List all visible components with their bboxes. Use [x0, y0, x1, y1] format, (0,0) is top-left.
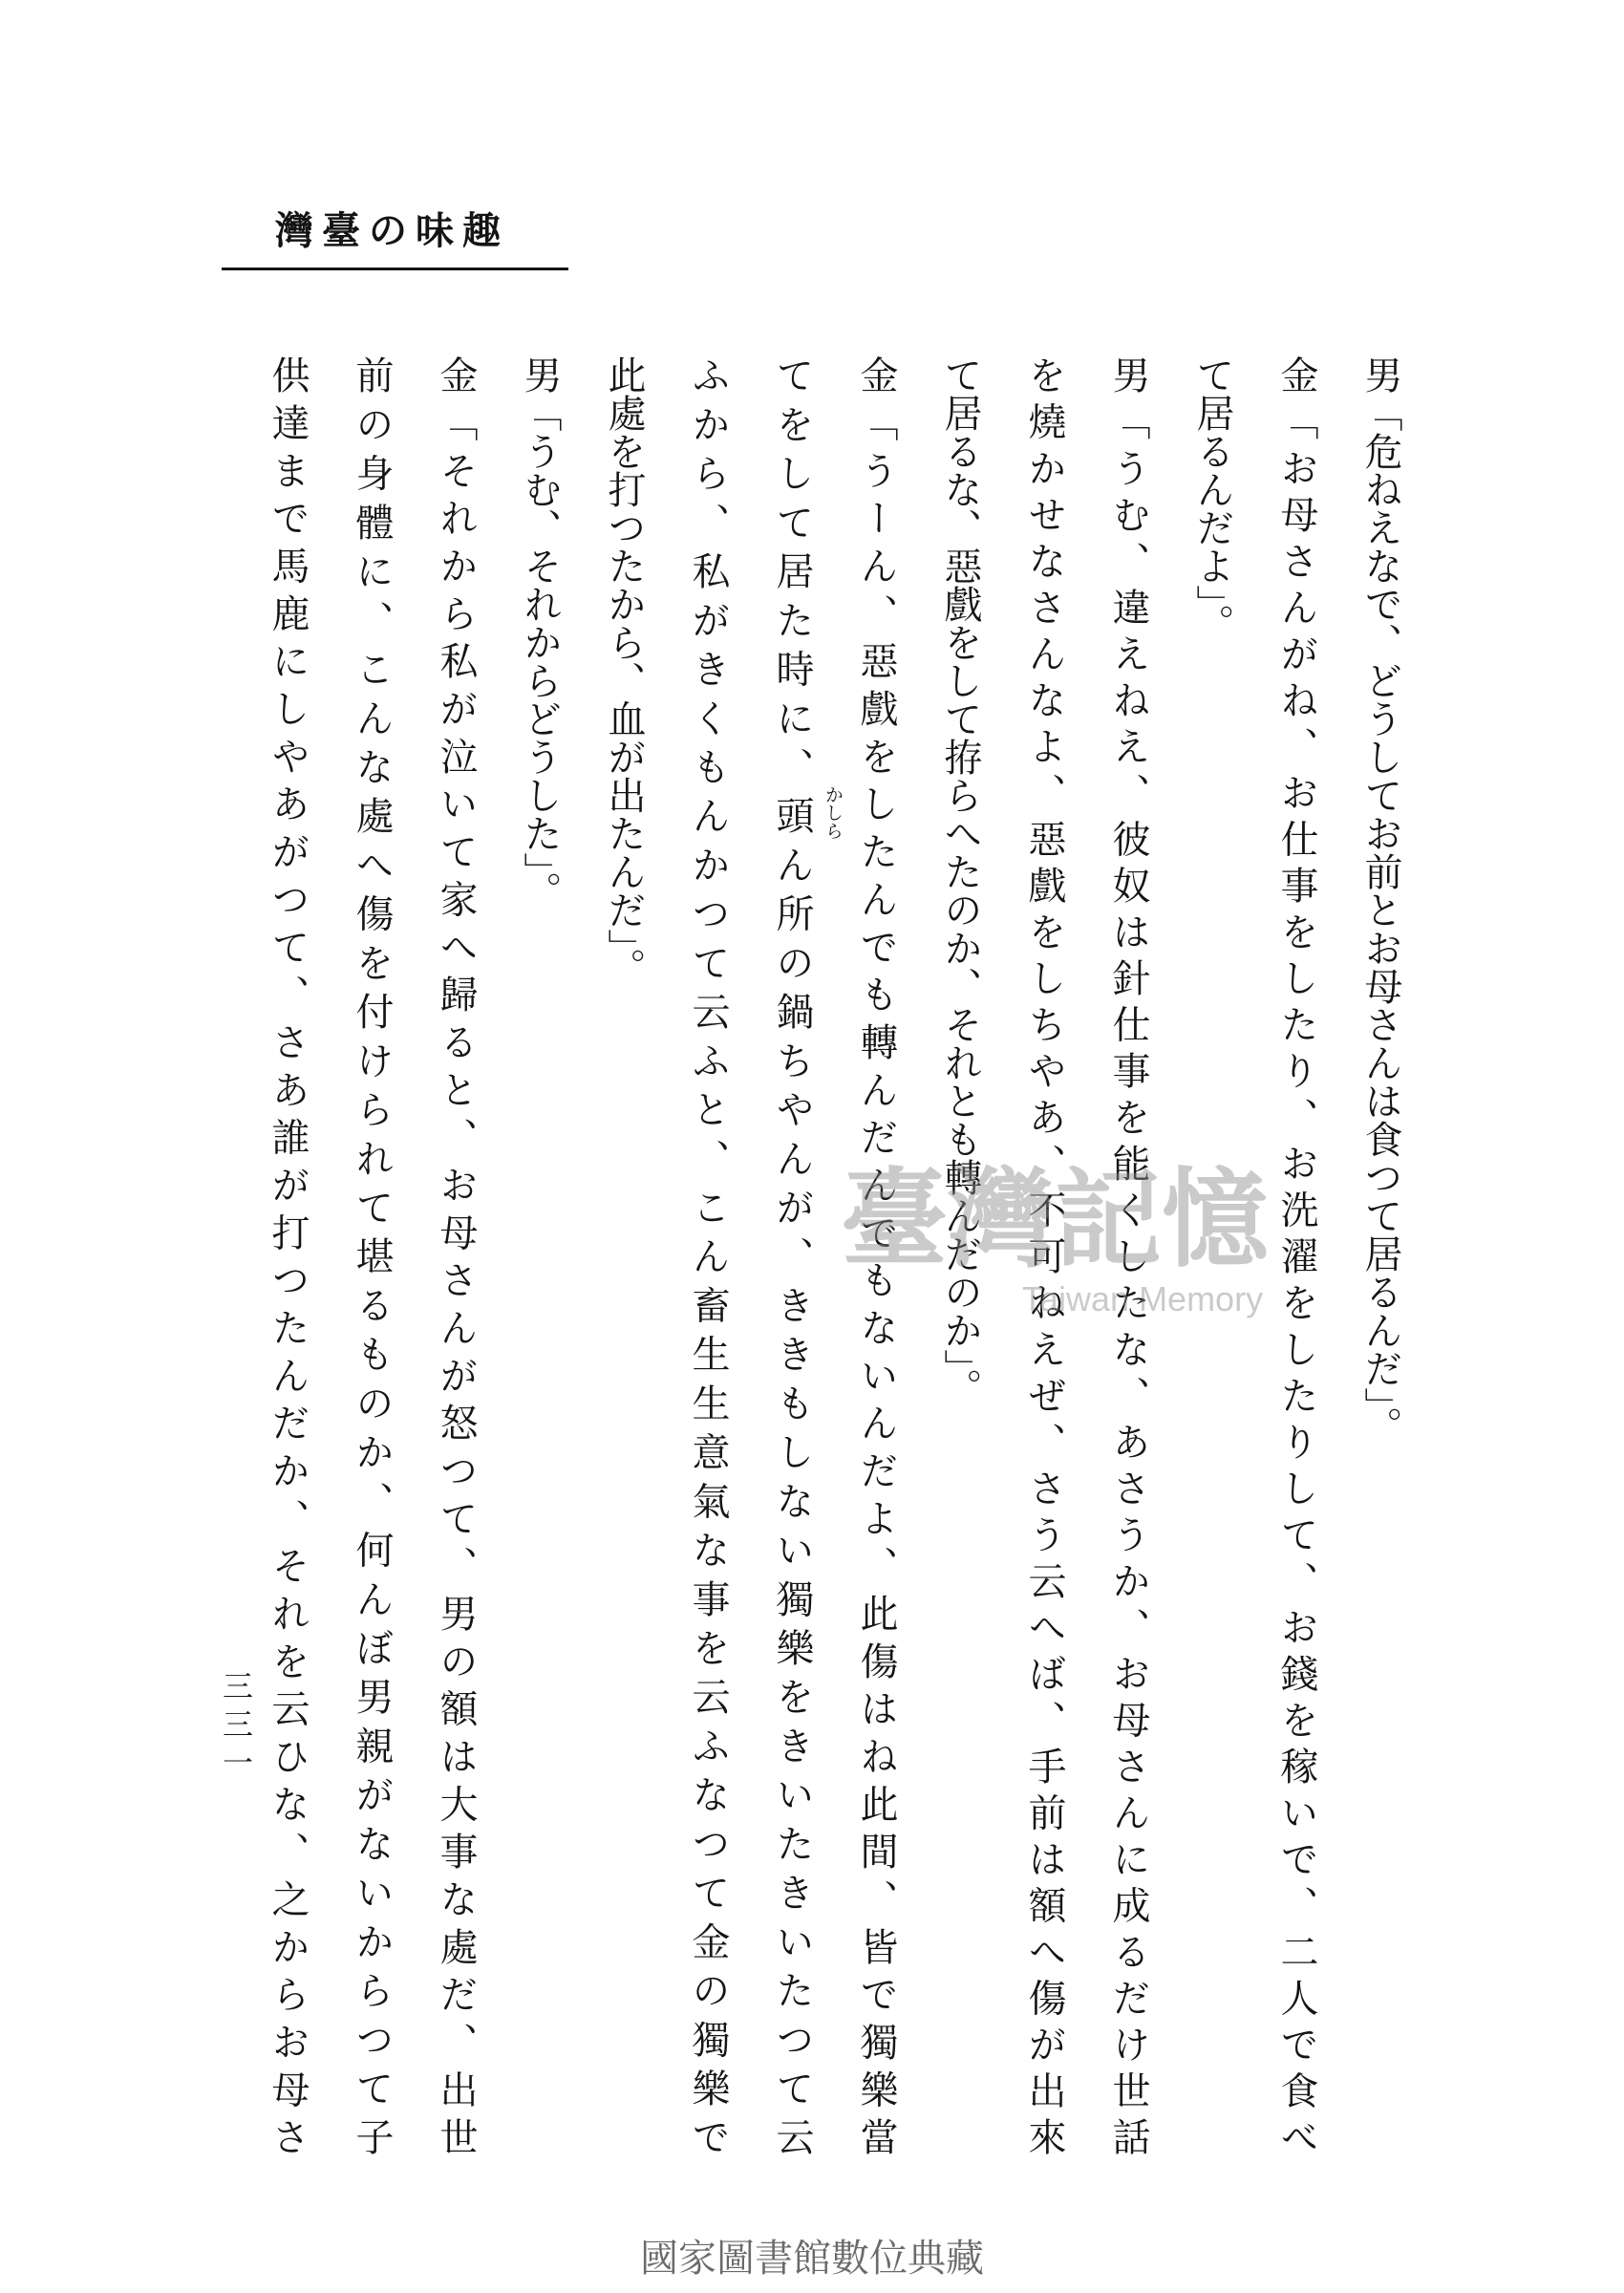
text-column-11: 男「うむ、それからどうした」。: [518, 355, 562, 910]
text-column-5: を燒かせなさんなよ、惡戲をしちやあ、不可ねえぜ、さう云へば、手前は額へ傷が出來: [1022, 355, 1066, 2155]
text-column-12: 金「それから私が泣いて家へ歸ると、お母さんが怒つて、男の額は大事な處だ、出世: [434, 355, 478, 2155]
text-column-14: 供達まで馬鹿にしやあがつて、さあ誰が打つたんだか、それを云ひな、之からお母さ: [266, 355, 310, 2155]
text-column-4: 男「うむ、違えねえ、彼奴は針仕事を能くしたな、あさうか、お母さんに成るだけ世話: [1106, 355, 1150, 2155]
text-column-1: 男「危ねえなで、どうしてお前とお母さんは食つて居るんだ」。: [1358, 355, 1402, 1445]
text-column-7: 金「うーん、惡戲をしたんでも轉んだんでもないんだよ、此傷はね此間、皆で獨樂當: [854, 355, 898, 2155]
watermark-title: 臺灣記憶: [841, 1157, 1269, 1282]
ruby-annotation: かしら: [823, 785, 844, 840]
page-number: 三三一: [218, 1670, 254, 1785]
text-column-2: 金「お母さんがね、お仕事をしたり、お洗濯をしたりして、お錢を稼いで、二人で食べ: [1274, 355, 1318, 2155]
footer-archive-label: 國家圖書館數位典藏: [640, 2237, 984, 2281]
text-column-8: てをして居た時に、頭ん所の鍋ちやんが、ききもしない獨樂をきいたきいたつて云: [770, 355, 814, 2155]
header-rule: [222, 268, 568, 270]
text-column-3: て居るんだよ」。: [1190, 355, 1234, 642]
text-column-9: ふから、私がきくもんかつて云ふと、こん畜生生意氣な事を云ふなつて金の獨樂で: [686, 355, 730, 2155]
text-column-10: 此處を打つたから、血が出たんだ」。: [602, 355, 646, 986]
running-head: [275, 208, 509, 254]
watermark-subtitle: Taiwan Memory: [1022, 1279, 1264, 1318]
text-column-13: 前の身體に、こんな處へ傷を付けられて堪るものか、何んぼ男親がないからつて子: [350, 355, 394, 2155]
text-column-6: て居るな、惡戲をして拵らへたのか、それとも轉んだのか」。: [938, 355, 982, 1406]
vertical-text-body: [246, 355, 1422, 2155]
running-head-text: 趣味の臺灣: [275, 208, 509, 253]
